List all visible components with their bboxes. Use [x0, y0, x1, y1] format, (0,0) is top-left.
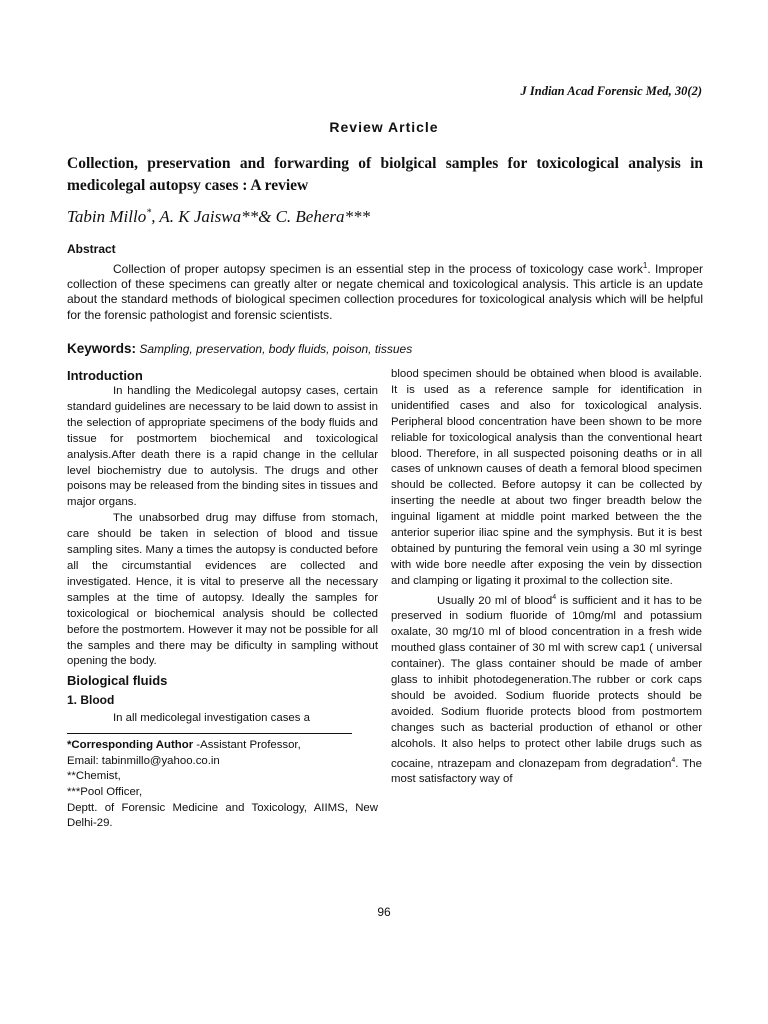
- footnote-chemist: **Chemist,: [67, 770, 121, 783]
- author-line: [67, 207, 370, 227]
- other-authors: , A. K Jaiswa**& C. Behera***: [151, 207, 370, 226]
- blood-paragraph-continued: blood specimen should be obtained when blood is available. It is used as a reference sample for identification in unidentified cases and also for toxicological analysis. Peripheral blood concentration have been shown to be more reliable for toxicological analysis than the conventional heart blood. Therefore, in all suspected poisoning deaths or in all cases of unknown causes of death a femoral blood specimen should be collected. Before autopsy it can be collected by inserting the needle at about two finger breadth below the inguinal ligament at middle point marked between the the anterior superior iliac spine and the symphysis. But it is best obtained by punturing the femoral vein using a 30 ml syringe with wide bore needle after exposing the vein by dissection and clamping or ligating it proximal to the collection site.: [391, 368, 702, 587]
- keywords-text: Sampling, preservation, body fluids, poison, tissues: [139, 342, 413, 356]
- keywords: [67, 341, 412, 356]
- abstract-text-part2: . Improper collection of these specimens can greatly alter or negate chemical and toxicological analysis. This article is an update about the standard methods of biological specimen collection procedures for toxicological analysis which will be helpful for the forensic pathologist and forensic scientists.: [67, 262, 704, 322]
- abstract-heading: Abstract: [67, 242, 116, 256]
- blood-paragraph-2: [391, 590, 702, 788]
- article-type: Review Article: [329, 119, 439, 135]
- journal-citation: J Indian Acad Forensic Med, 30(2): [520, 84, 702, 98]
- footnote-corresponding: [67, 738, 378, 754]
- introduction-paragraph-1: In handling the Medicolegal autopsy cases, certain standard guidelines are necessary to be laid down to assist in the selection of appropriate specimens of the body fluids and tissue for postmortem biochemical and toxicological analysis.After death there is a rapid change in the cellular level biochemistry due to autolysis. The drugs and other poisons may be released from the binding sites in tissues and major organs.: [67, 385, 378, 509]
- corresponding-text: -Assistant Professor,: [193, 739, 301, 752]
- footnote-divider: [67, 733, 352, 734]
- right-column: [391, 367, 702, 788]
- blood-paragraph-2-part3: . The most satisfactory way of: [391, 757, 702, 786]
- blood-paragraph-2-part1: Usually 20 ml of blood: [437, 594, 553, 607]
- article-title: Collection, preservation and forwarding of biolgical samples for toxicological analysis in medicolegal autopsy cases : A review: [67, 155, 703, 194]
- author-mark: *: [146, 207, 152, 219]
- blood-ref-2: 4: [671, 756, 676, 764]
- introduction-heading: Introduction: [67, 368, 143, 383]
- left-column: [67, 367, 378, 832]
- footnote-email: Email: tabinmillo@yahoo.co.in: [67, 754, 220, 767]
- footnote-pool-officer: ***Pool Officer,: [67, 786, 143, 798]
- page-number: 96: [377, 905, 391, 919]
- blood-paragraph-1: In all medicolegal investigation cases a: [113, 712, 310, 725]
- first-author: Tabin Millo: [67, 207, 147, 226]
- corresponding-label: *Corresponding Author: [67, 739, 194, 752]
- keywords-label: Keywords:: [67, 341, 137, 356]
- blood-ref-1: 4: [552, 593, 557, 601]
- biological-fluids-heading: Biological fluids: [67, 673, 168, 689]
- abstract-text: [67, 258, 703, 323]
- footnote-department: Deptt. of Forensic Medicine and Toxicology, AIIMS, New Delhi-29.: [67, 801, 378, 830]
- abstract-text-part1: Collection of proper autopsy specimen is an essential step in the process of toxicology case work: [113, 262, 643, 276]
- blood-heading: 1. Blood: [67, 693, 115, 708]
- abstract-ref: 1: [642, 261, 648, 270]
- introduction-paragraph-2: The unabsorbed drug may diffuse from stomach, care should be taken in selection of blood and tissue sampling sites. Many a times the autopsy is conducted before all the circumstantial evidences are collected and investigated. Hence, it is vital to preserve all the necessary samples at the time of autopsy. Ideally the samples for toxicological or biochemical analysis should be collected before the postmortem. However it may not be possible for all the samples and there may be dificulty in sampling without opening the body.: [67, 512, 378, 668]
- blood-paragraph-2-part2: is sufficient and it has to be preserved in sodium fluoride of 10mg/ml and potassium oxalate, 30 mg/10 ml of blood concentration in a fresh wide mouthed glass container of 30 ml with screw cap1 ( universal container). The glass container should be made of amber glass to inhibit photodegeneration.The rubber or cork caps should be avoided. Sodium fluoride protects should be avoided. Sodium fluoride protects blood from postmortem changes such as bacterial production of ethanol or other alcohols. It also helps to protect other labile drugs such as cocaine, ntrazepam and clonazepam from degradation: [391, 594, 702, 770]
